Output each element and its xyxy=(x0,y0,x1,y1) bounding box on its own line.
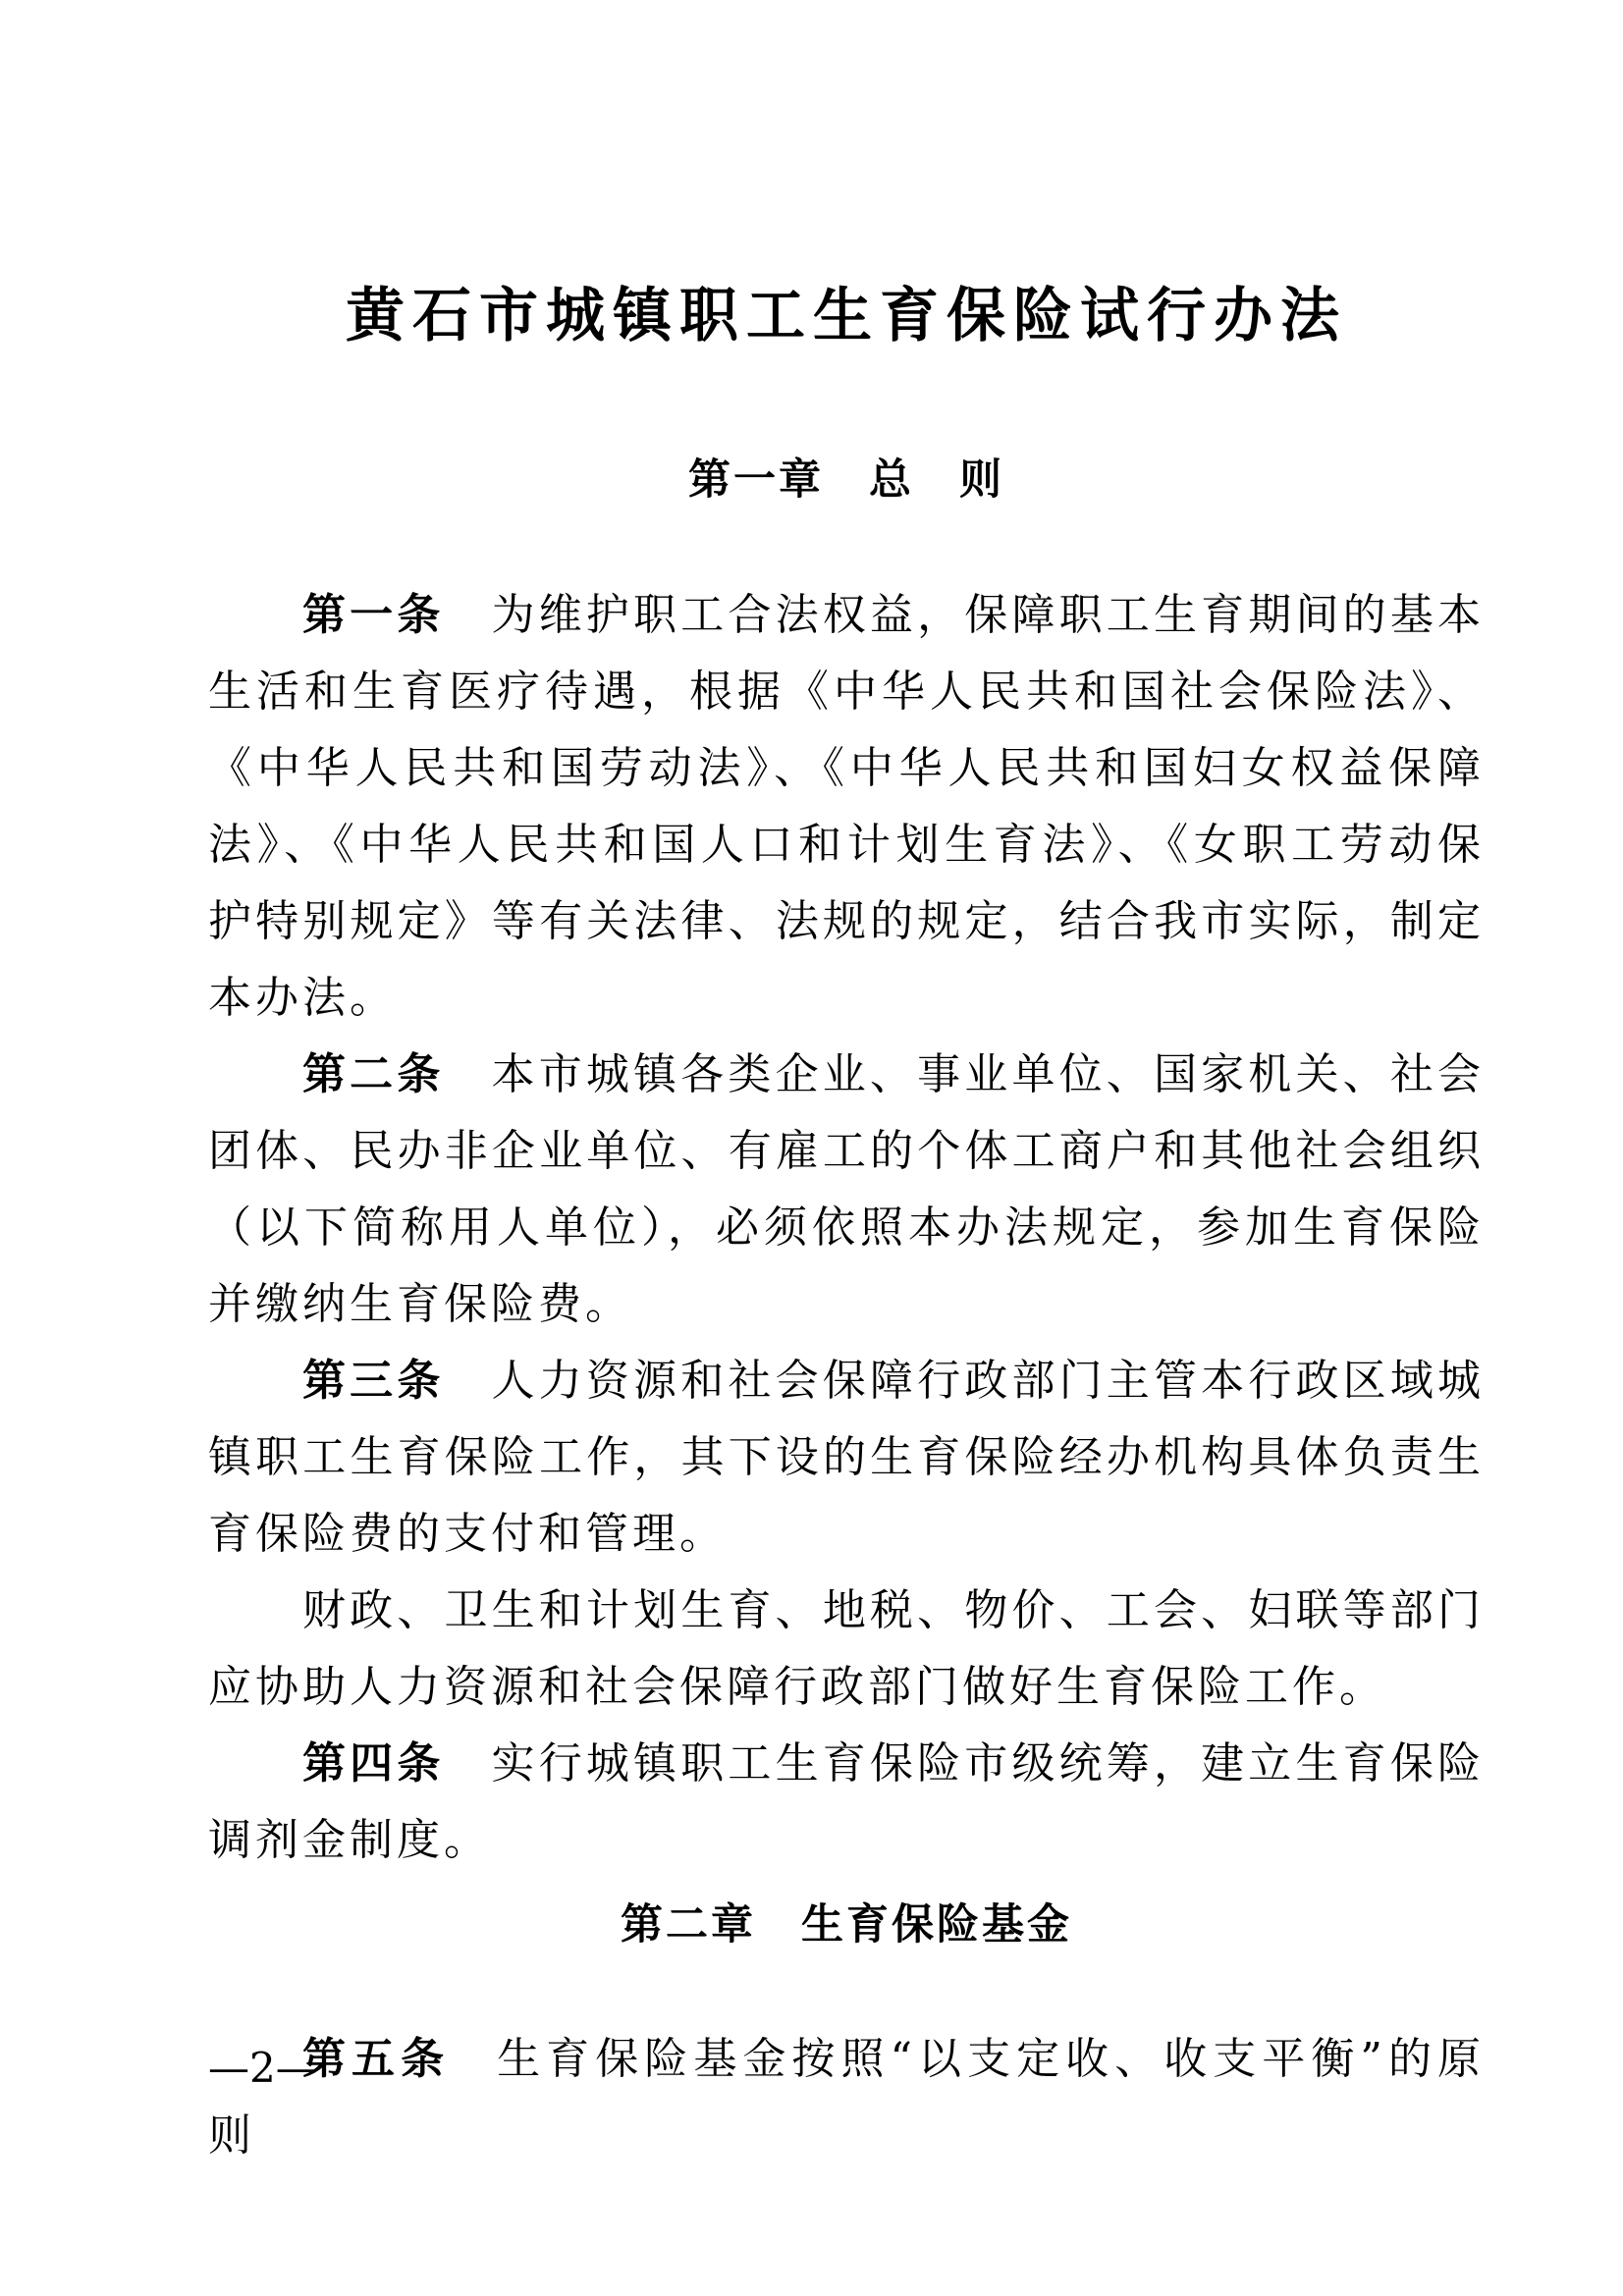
article-text: 人力资源和社会保障行政部门主管本行政区域城镇职工生育保险工作，其下设的生育保险经办机构具体负责生育保险费的支付和管理。 xyxy=(208,1355,1486,1559)
article-paragraph xyxy=(208,2021,1485,2174)
article-number: 第五条 xyxy=(302,2034,451,2085)
article-number: 第二条 xyxy=(302,1048,445,1099)
article-paragraph xyxy=(208,1037,1485,1343)
article-text: 财政、卫生和计划生育、地税、物价、工会、妇联等部门应协助人力资源和社会保障行政部门做好生育保险工作。 xyxy=(208,1584,1485,1712)
article-text: 生育保险基金按照“以支定收、收支平衡”的原则 xyxy=(208,2034,1485,2162)
article-paragraph xyxy=(208,1573,1485,1726)
article-paragraph xyxy=(208,1726,1485,1879)
article-number: 第一条 xyxy=(302,589,445,640)
article-text: 本市城镇各类企业、事业单位、国家机关、社会团体、民办非企业单位、有雇工的个体工商户和其他社会组织（以下简称用人单位），必须依照本办法规定，参加生育保险并缴纳生育保险费。 xyxy=(208,1048,1486,1329)
article-number: 第四条 xyxy=(302,1737,445,1789)
article-paragraph xyxy=(208,577,1485,1037)
chapter-heading: 第一章 总 则 xyxy=(688,455,1004,505)
article-text: 实行城镇职工生育保险市级统筹，建立生育保险调剂金制度。 xyxy=(208,1737,1486,1865)
article-number: 第三条 xyxy=(302,1355,445,1406)
document-title: 黄石市城镇职工生育保险试行办法 xyxy=(346,282,1347,350)
article-text: 为维护职工合法权益，保障职工生育期间的基本生活和生育医疗待遇，根据《中华人民共和国社会保险法》、《中华人民共和国劳动法》、《中华人民共和国妇女权益保障法》、《中华人民共和国人口和计划生育法》、《女职工劳动保护特别规定》等有关法律、法规的规定，结合我市实际，制定本办法。 xyxy=(208,589,1486,1023)
chapter-heading: 第二章 生育保险基金 xyxy=(621,1899,1072,1949)
article-paragraph xyxy=(208,1343,1485,1573)
page-number: —2— xyxy=(208,2044,317,2092)
document-body xyxy=(208,455,1485,2174)
